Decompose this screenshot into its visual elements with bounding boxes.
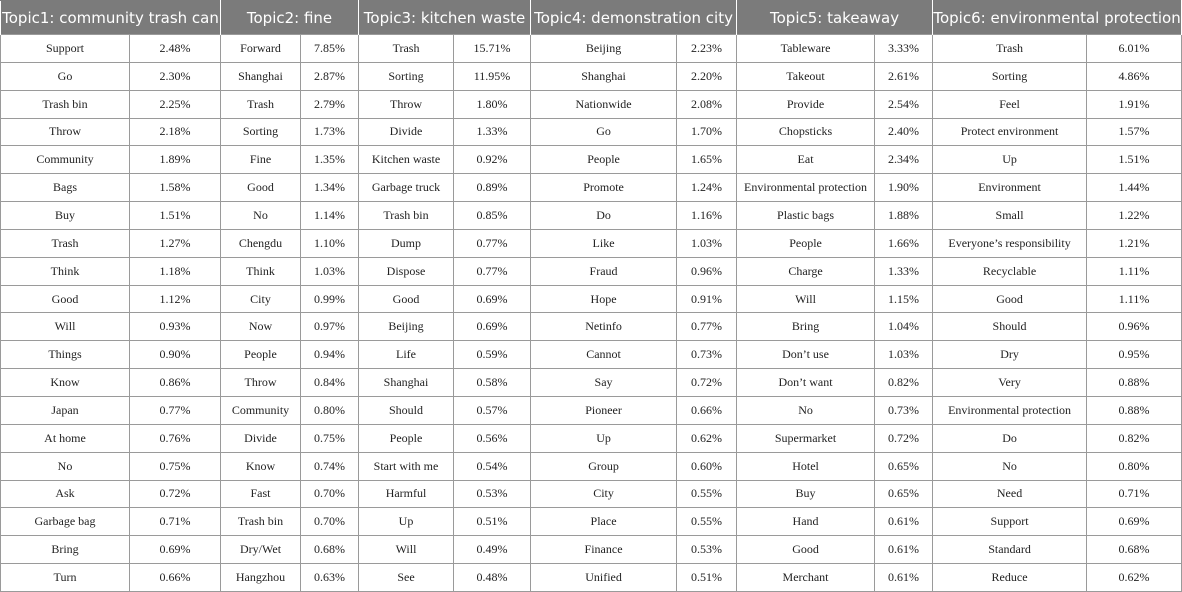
topic4-weight-cell: 2.23% [677, 35, 737, 63]
topic4-weight-cell: 0.53% [677, 536, 737, 564]
topic3-keyword-cell: Trash bin [359, 202, 454, 230]
topic2-weight-cell: 2.79% [301, 90, 359, 118]
topic1-weight-cell: 0.69% [130, 536, 221, 564]
topic4-keyword-cell: Nationwide [531, 90, 677, 118]
topic6-weight-cell: 6.01% [1087, 35, 1182, 63]
topic1-weight-cell: 0.75% [130, 452, 221, 480]
topic3-keyword-cell: Will [359, 536, 454, 564]
topic6-weight-cell: 0.82% [1087, 424, 1182, 452]
table-row [1, 285, 1182, 313]
topic1-keyword-cell: Things [1, 341, 130, 369]
topic1-keyword-cell: No [1, 452, 130, 480]
topic5-keyword-cell: Charge [737, 257, 875, 285]
topic6-keyword-cell: Small [933, 202, 1087, 230]
topic1-keyword-cell: Think [1, 257, 130, 285]
header-row [1, 1, 1182, 35]
topic3-weight-cell: 15.71% [454, 35, 531, 63]
topic6-keyword-cell: Do [933, 424, 1087, 452]
table-row [1, 174, 1182, 202]
topic6-keyword-cell: Support [933, 508, 1087, 536]
topic5-weight-cell: 2.61% [875, 62, 933, 90]
topic3-keyword-cell: See [359, 564, 454, 592]
table-row [1, 118, 1182, 146]
topic5-weight-cell: 0.61% [875, 508, 933, 536]
topic6-keyword-cell: Trash [933, 35, 1087, 63]
topic5-keyword-cell: Tableware [737, 35, 875, 63]
topic5-weight-cell: 0.61% [875, 564, 933, 592]
topic6-keyword-cell: Reduce [933, 564, 1087, 592]
table-row [1, 536, 1182, 564]
topic4-weight-cell: 0.91% [677, 285, 737, 313]
topic3-keyword-cell: Garbage truck [359, 174, 454, 202]
topic3-header: Topic3: kitchen waste [359, 1, 531, 35]
topic2-weight-cell: 2.87% [301, 62, 359, 90]
topic3-weight-cell: 0.89% [454, 174, 531, 202]
topic6-weight-cell: 1.11% [1087, 285, 1182, 313]
topic4-weight-cell: 0.60% [677, 452, 737, 480]
table-row [1, 146, 1182, 174]
topic6-weight-cell: 1.51% [1087, 146, 1182, 174]
topic1-header: Topic1: community trash can [1, 1, 221, 35]
topic5-weight-cell: 0.65% [875, 480, 933, 508]
topic3-weight-cell: 0.53% [454, 480, 531, 508]
topic3-weight-cell: 0.69% [454, 285, 531, 313]
topic1-keyword-cell: Good [1, 285, 130, 313]
topic1-weight-cell: 2.25% [130, 90, 221, 118]
table-row [1, 341, 1182, 369]
topic2-weight-cell: 1.35% [301, 146, 359, 174]
topic2-keyword-cell: Divide [221, 424, 301, 452]
topic2-weight-cell: 0.63% [301, 564, 359, 592]
topic2-keyword-cell: Trash [221, 90, 301, 118]
topic4-keyword-cell: Do [531, 202, 677, 230]
topic4-keyword-cell: City [531, 480, 677, 508]
topic2-keyword-cell: Throw [221, 369, 301, 397]
topic1-keyword-cell: Ask [1, 480, 130, 508]
topic1-weight-cell: 1.51% [130, 202, 221, 230]
topic5-header: Topic5: takeaway [737, 1, 933, 35]
topic6-keyword-cell: Protect environment [933, 118, 1087, 146]
topic2-weight-cell: 1.03% [301, 257, 359, 285]
topic2-weight-cell: 1.34% [301, 174, 359, 202]
topic1-weight-cell: 0.76% [130, 424, 221, 452]
topic1-weight-cell: 0.77% [130, 396, 221, 424]
topic1-weight-cell: 1.58% [130, 174, 221, 202]
topic1-keyword-cell: Support [1, 35, 130, 63]
topic4-weight-cell: 1.24% [677, 174, 737, 202]
topic3-keyword-cell: Sorting [359, 62, 454, 90]
topic2-weight-cell: 0.70% [301, 480, 359, 508]
table-row [1, 229, 1182, 257]
topic4-keyword-cell: People [531, 146, 677, 174]
topic1-keyword-cell: Community [1, 146, 130, 174]
topic1-weight-cell: 0.93% [130, 313, 221, 341]
topic4-keyword-cell: Say [531, 369, 677, 397]
topic4-weight-cell: 2.08% [677, 90, 737, 118]
topic1-keyword-cell: Will [1, 313, 130, 341]
topic5-weight-cell: 1.04% [875, 313, 933, 341]
topic6-weight-cell: 0.96% [1087, 313, 1182, 341]
topic1-weight-cell: 1.12% [130, 285, 221, 313]
topic6-weight-cell: 0.80% [1087, 452, 1182, 480]
topic4-header: Topic4: demonstration city [531, 1, 737, 35]
topic4-keyword-cell: Promote [531, 174, 677, 202]
topic1-weight-cell: 0.71% [130, 508, 221, 536]
topic4-weight-cell: 0.55% [677, 480, 737, 508]
topic4-weight-cell: 1.65% [677, 146, 737, 174]
table-row [1, 313, 1182, 341]
topic3-weight-cell: 0.56% [454, 424, 531, 452]
topic4-weight-cell: 2.20% [677, 62, 737, 90]
topic6-keyword-cell: Should [933, 313, 1087, 341]
topic6-weight-cell: 1.21% [1087, 229, 1182, 257]
topic1-keyword-cell: Throw [1, 118, 130, 146]
topic6-weight-cell: 0.88% [1087, 369, 1182, 397]
topic2-keyword-cell: Trash bin [221, 508, 301, 536]
topic3-keyword-cell: Up [359, 508, 454, 536]
topic6-weight-cell: 1.11% [1087, 257, 1182, 285]
topic5-weight-cell: 1.66% [875, 229, 933, 257]
topic4-keyword-cell: Go [531, 118, 677, 146]
topic4-keyword-cell: Netinfo [531, 313, 677, 341]
topic6-keyword-cell: Environment [933, 174, 1087, 202]
topic1-keyword-cell: Bring [1, 536, 130, 564]
table-row [1, 508, 1182, 536]
table-row [1, 452, 1182, 480]
topic5-weight-cell: 0.61% [875, 536, 933, 564]
topic2-weight-cell: 0.68% [301, 536, 359, 564]
topic5-weight-cell: 0.65% [875, 452, 933, 480]
topic6-weight-cell: 1.57% [1087, 118, 1182, 146]
topic1-keyword-cell: Trash [1, 229, 130, 257]
topic2-weight-cell: 0.97% [301, 313, 359, 341]
topic5-weight-cell: 3.33% [875, 35, 933, 63]
topic2-keyword-cell: Chengdu [221, 229, 301, 257]
topic1-weight-cell: 1.89% [130, 146, 221, 174]
table-row [1, 369, 1182, 397]
topic1-weight-cell: 2.48% [130, 35, 221, 63]
topic5-weight-cell: 2.54% [875, 90, 933, 118]
table-row [1, 90, 1182, 118]
topic5-keyword-cell: Supermarket [737, 424, 875, 452]
table-row [1, 257, 1182, 285]
topic4-weight-cell: 1.70% [677, 118, 737, 146]
topic5-keyword-cell: Buy [737, 480, 875, 508]
topic1-weight-cell: 0.90% [130, 341, 221, 369]
topic1-keyword-cell: Buy [1, 202, 130, 230]
topic3-weight-cell: 0.85% [454, 202, 531, 230]
topic4-weight-cell: 0.72% [677, 369, 737, 397]
topic6-header: Topic6: environmental protection [933, 1, 1182, 35]
topic3-weight-cell: 0.77% [454, 229, 531, 257]
topic6-weight-cell: 1.22% [1087, 202, 1182, 230]
topic3-weight-cell: 0.92% [454, 146, 531, 174]
topic1-weight-cell: 0.86% [130, 369, 221, 397]
topic6-keyword-cell: No [933, 452, 1087, 480]
topic2-keyword-cell: City [221, 285, 301, 313]
table-row [1, 424, 1182, 452]
topic5-keyword-cell: Hand [737, 508, 875, 536]
topic3-weight-cell: 1.33% [454, 118, 531, 146]
table-row [1, 564, 1182, 592]
topic5-keyword-cell: Takeout [737, 62, 875, 90]
topic1-weight-cell: 2.18% [130, 118, 221, 146]
topic2-keyword-cell: Forward [221, 35, 301, 63]
topic2-keyword-cell: Community [221, 396, 301, 424]
topic2-weight-cell: 1.14% [301, 202, 359, 230]
topic2-weight-cell: 1.73% [301, 118, 359, 146]
topic4-keyword-cell: Finance [531, 536, 677, 564]
topic5-keyword-cell: Plastic bags [737, 202, 875, 230]
topic5-weight-cell: 2.34% [875, 146, 933, 174]
topic5-keyword-cell: Hotel [737, 452, 875, 480]
topic3-keyword-cell: Life [359, 341, 454, 369]
topic4-weight-cell: 1.16% [677, 202, 737, 230]
topic1-keyword-cell: Know [1, 369, 130, 397]
topic5-keyword-cell: Good [737, 536, 875, 564]
topic4-keyword-cell: Beijing [531, 35, 677, 63]
topic3-keyword-cell: People [359, 424, 454, 452]
topic5-weight-cell: 0.82% [875, 369, 933, 397]
topic3-weight-cell: 0.57% [454, 396, 531, 424]
topic2-keyword-cell: No [221, 202, 301, 230]
topic4-keyword-cell: Up [531, 424, 677, 452]
topic3-weight-cell: 0.48% [454, 564, 531, 592]
topic6-keyword-cell: Feel [933, 90, 1087, 118]
topic5-weight-cell: 2.40% [875, 118, 933, 146]
topic4-keyword-cell: Fraud [531, 257, 677, 285]
topic6-weight-cell: 1.91% [1087, 90, 1182, 118]
topic2-keyword-cell: Know [221, 452, 301, 480]
topic1-keyword-cell: Garbage bag [1, 508, 130, 536]
topic4-weight-cell: 0.51% [677, 564, 737, 592]
topic3-keyword-cell: Throw [359, 90, 454, 118]
topic6-weight-cell: 0.88% [1087, 396, 1182, 424]
topic4-keyword-cell: Like [531, 229, 677, 257]
topic2-weight-cell: 0.74% [301, 452, 359, 480]
topic3-weight-cell: 0.77% [454, 257, 531, 285]
topic1-keyword-cell: Go [1, 62, 130, 90]
topic5-keyword-cell: Eat [737, 146, 875, 174]
topic2-weight-cell: 0.84% [301, 369, 359, 397]
topic2-keyword-cell: Shanghai [221, 62, 301, 90]
table-row [1, 35, 1182, 63]
topic2-keyword-cell: Sorting [221, 118, 301, 146]
topic1-weight-cell: 1.27% [130, 229, 221, 257]
table-header [1, 1, 1182, 35]
topic6-weight-cell: 4.86% [1087, 62, 1182, 90]
topic5-weight-cell: 1.15% [875, 285, 933, 313]
topic4-keyword-cell: Hope [531, 285, 677, 313]
topic6-keyword-cell: Very [933, 369, 1087, 397]
topic3-weight-cell: 0.51% [454, 508, 531, 536]
topic3-weight-cell: 0.58% [454, 369, 531, 397]
topic6-keyword-cell: Everyone’s responsibility [933, 229, 1087, 257]
topic6-keyword-cell: Recyclable [933, 257, 1087, 285]
topic4-weight-cell: 0.55% [677, 508, 737, 536]
topic4-weight-cell: 1.03% [677, 229, 737, 257]
topic4-weight-cell: 0.96% [677, 257, 737, 285]
topic3-keyword-cell: Beijing [359, 313, 454, 341]
topic2-weight-cell: 0.70% [301, 508, 359, 536]
topic5-keyword-cell: Don’t use [737, 341, 875, 369]
topic6-weight-cell: 0.71% [1087, 480, 1182, 508]
topic4-keyword-cell: Group [531, 452, 677, 480]
topic2-keyword-cell: Fast [221, 480, 301, 508]
topic4-weight-cell: 0.66% [677, 396, 737, 424]
topic5-keyword-cell: Bring [737, 313, 875, 341]
topic3-keyword-cell: Kitchen waste [359, 146, 454, 174]
topic3-weight-cell: 0.54% [454, 452, 531, 480]
topic5-weight-cell: 0.72% [875, 424, 933, 452]
topic3-keyword-cell: Trash [359, 35, 454, 63]
topic5-keyword-cell: No [737, 396, 875, 424]
topic6-keyword-cell: Dry [933, 341, 1087, 369]
topic3-keyword-cell: Dump [359, 229, 454, 257]
topic3-keyword-cell: Good [359, 285, 454, 313]
topic5-weight-cell: 1.90% [875, 174, 933, 202]
topic4-keyword-cell: Unified [531, 564, 677, 592]
topic2-weight-cell: 0.80% [301, 396, 359, 424]
topic6-weight-cell: 1.44% [1087, 174, 1182, 202]
topic6-keyword-cell: Need [933, 480, 1087, 508]
topic2-weight-cell: 0.99% [301, 285, 359, 313]
topic6-weight-cell: 0.95% [1087, 341, 1182, 369]
topic4-weight-cell: 0.77% [677, 313, 737, 341]
topic3-keyword-cell: Divide [359, 118, 454, 146]
topic3-weight-cell: 11.95% [454, 62, 531, 90]
topic6-keyword-cell: Good [933, 285, 1087, 313]
topic3-keyword-cell: Start with me [359, 452, 454, 480]
topic3-keyword-cell: Dispose [359, 257, 454, 285]
topic6-weight-cell: 0.62% [1087, 564, 1182, 592]
topic4-keyword-cell: Place [531, 508, 677, 536]
topic3-keyword-cell: Should [359, 396, 454, 424]
topic5-keyword-cell: Chopsticks [737, 118, 875, 146]
topic3-weight-cell: 0.69% [454, 313, 531, 341]
topic2-keyword-cell: People [221, 341, 301, 369]
topic2-weight-cell: 0.94% [301, 341, 359, 369]
table-row [1, 396, 1182, 424]
topic5-weight-cell: 1.88% [875, 202, 933, 230]
topic2-weight-cell: 0.75% [301, 424, 359, 452]
topic2-keyword-cell: Good [221, 174, 301, 202]
topic5-keyword-cell: Will [737, 285, 875, 313]
table-row [1, 202, 1182, 230]
topic5-weight-cell: 1.03% [875, 341, 933, 369]
topic1-weight-cell: 2.30% [130, 62, 221, 90]
topic1-keyword-cell: Trash bin [1, 90, 130, 118]
topic3-weight-cell: 0.49% [454, 536, 531, 564]
topic3-weight-cell: 0.59% [454, 341, 531, 369]
table-body [1, 35, 1182, 592]
topic4-keyword-cell: Pioneer [531, 396, 677, 424]
topic5-keyword-cell: Don’t want [737, 369, 875, 397]
topic2-keyword-cell: Hangzhou [221, 564, 301, 592]
topic4-weight-cell: 0.73% [677, 341, 737, 369]
topic3-weight-cell: 1.80% [454, 90, 531, 118]
topic3-keyword-cell: Harmful [359, 480, 454, 508]
topic4-keyword-cell: Shanghai [531, 62, 677, 90]
topic6-keyword-cell: Sorting [933, 62, 1087, 90]
topic1-weight-cell: 0.66% [130, 564, 221, 592]
topic2-weight-cell: 7.85% [301, 35, 359, 63]
topic2-keyword-cell: Now [221, 313, 301, 341]
topic5-weight-cell: 1.33% [875, 257, 933, 285]
topic6-keyword-cell: Standard [933, 536, 1087, 564]
topic4-keyword-cell: Cannot [531, 341, 677, 369]
topic2-header: Topic2: fine [221, 1, 359, 35]
topic6-keyword-cell: Environmental protection [933, 396, 1087, 424]
topic6-weight-cell: 0.69% [1087, 508, 1182, 536]
topic1-keyword-cell: At home [1, 424, 130, 452]
topic5-keyword-cell: Merchant [737, 564, 875, 592]
topic2-keyword-cell: Dry/Wet [221, 536, 301, 564]
topic2-keyword-cell: Think [221, 257, 301, 285]
topic3-keyword-cell: Shanghai [359, 369, 454, 397]
topic2-weight-cell: 1.10% [301, 229, 359, 257]
topic5-keyword-cell: Provide [737, 90, 875, 118]
topic2-keyword-cell: Fine [221, 146, 301, 174]
table-row [1, 62, 1182, 90]
topic1-weight-cell: 1.18% [130, 257, 221, 285]
topic6-keyword-cell: Up [933, 146, 1087, 174]
topic5-weight-cell: 0.73% [875, 396, 933, 424]
topic1-keyword-cell: Turn [1, 564, 130, 592]
topic5-keyword-cell: Environmental protection [737, 174, 875, 202]
topic1-keyword-cell: Bags [1, 174, 130, 202]
topic1-keyword-cell: Japan [1, 396, 130, 424]
topic5-keyword-cell: People [737, 229, 875, 257]
topic4-weight-cell: 0.62% [677, 424, 737, 452]
table-row [1, 480, 1182, 508]
topic1-weight-cell: 0.72% [130, 480, 221, 508]
topic6-weight-cell: 0.68% [1087, 536, 1182, 564]
